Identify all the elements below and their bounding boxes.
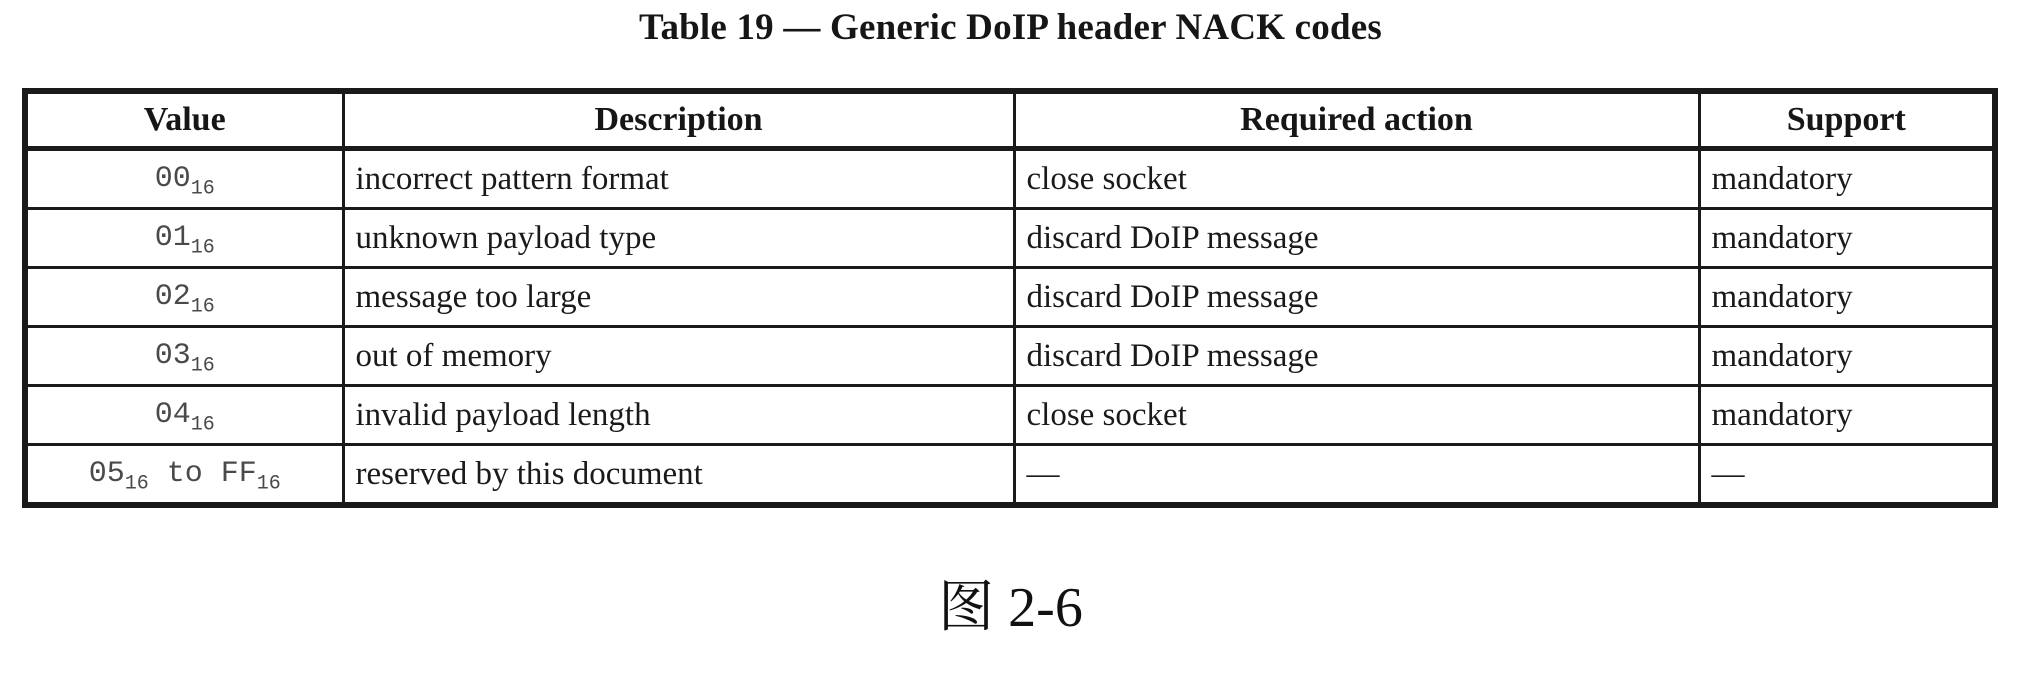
table-row <box>25 386 1995 445</box>
nack-codes-table <box>22 88 1998 508</box>
figure-caption: 图 2-6 <box>938 577 1083 639</box>
table-row <box>25 445 1995 506</box>
table-header-row <box>25 91 1995 149</box>
hex-value: 03 <box>154 339 191 373</box>
table-row <box>25 149 1995 209</box>
value-cell <box>25 268 343 327</box>
support-cell: mandatory <box>1699 327 1995 386</box>
required-action-cell: close socket <box>1014 149 1699 209</box>
required-action-cell: discard DoIP message <box>1014 327 1699 386</box>
support-cell: mandatory <box>1699 209 1995 268</box>
description-cell: invalid payload length <box>343 386 1014 445</box>
hex-value: 05 <box>88 457 125 491</box>
column-header-value: Value <box>25 91 343 149</box>
hex-range-separator: to <box>148 457 221 491</box>
value-cell <box>25 386 343 445</box>
column-header-required-action: Required action <box>1014 91 1699 149</box>
value-cell <box>25 149 343 209</box>
required-action-cell: close socket <box>1014 386 1699 445</box>
required-action-cell: discard DoIP message <box>1014 209 1699 268</box>
support-cell: mandatory <box>1699 268 1995 327</box>
hex-value: 01 <box>154 221 191 255</box>
table-title: Table 19 — Generic DoIP header NACK codes <box>638 7 1383 48</box>
hex-base-subscript: 16 <box>256 472 281 496</box>
table-row <box>25 209 1995 268</box>
column-header-support: Support <box>1699 91 1995 149</box>
required-action-cell: — <box>1014 445 1699 506</box>
hex-base-subscript: 16 <box>124 472 149 496</box>
table-row <box>25 327 1995 386</box>
hex-value: 04 <box>154 398 191 432</box>
hex-value: 02 <box>154 280 191 314</box>
support-cell: — <box>1699 445 1995 506</box>
value-cell <box>25 445 343 506</box>
support-cell: mandatory <box>1699 149 1995 209</box>
description-cell: out of memory <box>343 327 1014 386</box>
description-cell: reserved by this document <box>343 445 1014 506</box>
hex-base-subscript: 16 <box>190 295 215 319</box>
required-action-cell: discard DoIP message <box>1014 268 1699 327</box>
description-cell: unknown payload type <box>343 209 1014 268</box>
value-cell <box>25 209 343 268</box>
support-cell: mandatory <box>1699 386 1995 445</box>
description-cell: message too large <box>343 268 1014 327</box>
hex-base-subscript: 16 <box>190 354 215 378</box>
hex-base-subscript: 16 <box>190 236 215 260</box>
hex-base-subscript: 16 <box>190 413 215 437</box>
column-header-description: Description <box>343 91 1014 149</box>
hex-base-subscript: 16 <box>190 177 215 201</box>
hex-value: 00 <box>154 162 191 196</box>
table-row <box>25 268 1995 327</box>
description-cell: incorrect pattern format <box>343 149 1014 209</box>
hex-value: FF <box>220 457 257 491</box>
value-cell <box>25 327 343 386</box>
